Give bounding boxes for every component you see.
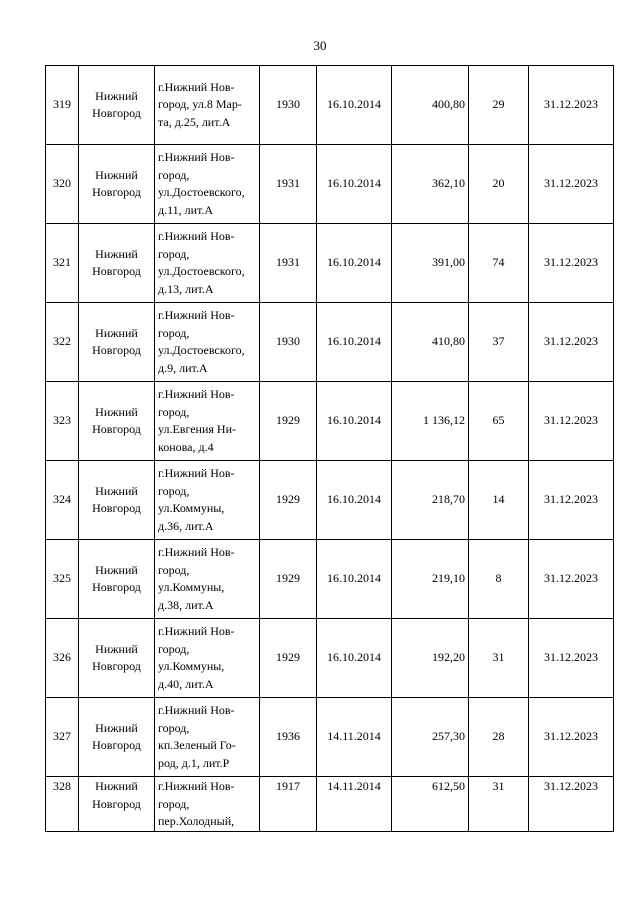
address-cell-line: д.11, лит.А	[158, 202, 214, 217]
area-cell: 219,10	[392, 540, 469, 619]
address-cell	[155, 66, 260, 145]
deadline-cell: 31.12.2023	[529, 461, 614, 540]
table-row	[46, 382, 614, 461]
address-cell-line: ул.Коммуны,	[158, 659, 225, 673]
city-cell	[79, 619, 155, 698]
area-cell: 362,10	[392, 145, 469, 224]
housing-registry-table	[45, 65, 614, 832]
address-cell-line: ул.Коммуны,	[158, 501, 225, 515]
count-cell: 37	[469, 303, 529, 382]
address-cell-line: род, д.1, лит.Р	[158, 755, 230, 770]
address-cell-line: д.40, лит.А	[158, 676, 214, 691]
table-row	[46, 777, 614, 832]
count-cell: 28	[469, 698, 529, 777]
city-cell	[79, 382, 155, 461]
year-built-cell: 1936	[260, 698, 317, 777]
date-cell: 14.11.2014	[317, 777, 392, 832]
address-cell-line: д.9, лит.А	[158, 360, 208, 375]
city-cell	[79, 461, 155, 540]
row-number-cell: 326	[46, 619, 79, 698]
count-cell: 29	[469, 66, 529, 145]
address-cell	[155, 619, 260, 698]
city-cell-line: Новгород	[92, 659, 141, 673]
deadline-cell: 31.12.2023	[529, 303, 614, 382]
address-cell-line: город,	[158, 641, 190, 656]
address-cell-line: г.Нижний Нов-	[158, 308, 235, 322]
address-cell-line: г.Нижний Нов-	[158, 624, 235, 638]
city-cell	[79, 303, 155, 382]
city-cell	[79, 698, 155, 777]
row-number-cell: 322	[46, 303, 79, 382]
city-cell-line: Нижний	[95, 720, 138, 735]
area-cell: 257,30	[392, 698, 469, 777]
row-number-cell: 327	[46, 698, 79, 777]
count-cell: 20	[469, 145, 529, 224]
table-row	[46, 303, 614, 382]
area-cell: 612,50	[392, 777, 469, 832]
area-cell: 218,70	[392, 461, 469, 540]
deadline-cell: 31.12.2023	[529, 777, 614, 832]
city-cell-line: Новгород	[92, 422, 141, 436]
city-cell-line: Нижний	[95, 404, 138, 419]
address-cell-line: г.Нижний Нов-	[158, 545, 235, 559]
count-cell: 14	[469, 461, 529, 540]
area-cell: 410,80	[392, 303, 469, 382]
year-built-cell: 1930	[260, 66, 317, 145]
city-cell-line: Нижний	[95, 562, 138, 577]
year-built-cell: 1929	[260, 461, 317, 540]
address-cell	[155, 461, 260, 540]
city-cell-line: Новгород	[92, 796, 141, 811]
address-cell	[155, 382, 260, 461]
address-cell-line: ул.Евгения Ни-	[158, 422, 236, 436]
date-cell: 16.10.2014	[317, 145, 392, 224]
city-cell-line: Нижний	[95, 246, 138, 261]
address-cell-line: город,	[158, 167, 190, 182]
year-built-cell: 1931	[260, 224, 317, 303]
area-cell: 391,00	[392, 224, 469, 303]
address-cell-line: г.Нижний Нов-	[158, 229, 235, 243]
registry-body	[46, 66, 614, 832]
year-built-cell: 1929	[260, 619, 317, 698]
address-cell-line: г.Нижний Нов-	[158, 387, 235, 401]
table-row	[46, 66, 614, 145]
address-cell-line: город,	[158, 246, 190, 261]
city-cell-line: Новгород	[92, 501, 141, 515]
city-cell-line: Новгород	[92, 580, 141, 594]
city-cell-line: Нижний	[95, 641, 138, 656]
city-cell	[79, 145, 155, 224]
deadline-cell: 31.12.2023	[529, 698, 614, 777]
address-cell	[155, 777, 260, 832]
date-cell: 16.10.2014	[317, 619, 392, 698]
date-cell: 16.10.2014	[317, 224, 392, 303]
address-cell	[155, 224, 260, 303]
city-cell	[79, 66, 155, 145]
table-row	[46, 224, 614, 303]
city-cell-line: Нижний	[95, 167, 138, 182]
table-row	[46, 461, 614, 540]
year-built-cell: 1929	[260, 382, 317, 461]
row-number-cell: 324	[46, 461, 79, 540]
table-row	[46, 698, 614, 777]
page-number: 30	[313, 38, 327, 53]
address-cell-line: ул.Достоевского,	[158, 185, 245, 199]
year-built-cell: 1930	[260, 303, 317, 382]
address-cell	[155, 145, 260, 224]
count-cell: 65	[469, 382, 529, 461]
address-cell	[155, 698, 260, 777]
deadline-cell: 31.12.2023	[529, 145, 614, 224]
address-cell-line: город,	[158, 325, 190, 340]
address-cell-line: та, д.25, лит.А	[158, 114, 231, 129]
city-cell-line: Новгород	[92, 343, 141, 357]
city-cell-line: Новгород	[92, 185, 141, 199]
address-cell-line: ул.Достоевского,	[158, 264, 245, 278]
address-cell	[155, 303, 260, 382]
address-cell-line: пер.Холодный,	[158, 814, 235, 828]
area-cell: 192,20	[392, 619, 469, 698]
address-cell	[155, 540, 260, 619]
date-cell: 16.10.2014	[317, 540, 392, 619]
address-cell-line: кп.Зеленый Го-	[158, 738, 236, 752]
table-row	[46, 619, 614, 698]
row-number-cell: 320	[46, 145, 79, 224]
address-cell-line: г.Нижний Нов-	[158, 779, 235, 793]
deadline-cell: 31.12.2023	[529, 224, 614, 303]
address-cell-line: г.Нижний Нов-	[158, 150, 235, 164]
address-cell-line: город,	[158, 562, 190, 577]
address-cell-line: г.Нижний Нов-	[158, 466, 235, 480]
address-cell-line: д.38, лит.А	[158, 597, 214, 612]
address-cell-line: город,	[158, 483, 190, 498]
year-built-cell: 1917	[260, 777, 317, 832]
deadline-cell: 31.12.2023	[529, 66, 614, 145]
date-cell: 16.10.2014	[317, 461, 392, 540]
address-cell-line: ул.Достоевского,	[158, 343, 245, 357]
address-cell-line: город,	[158, 720, 190, 735]
table-row	[46, 540, 614, 619]
city-cell	[79, 777, 155, 832]
address-cell-line: город,	[158, 796, 190, 811]
address-cell-line: город, ул.8 Мар-	[158, 97, 242, 112]
city-cell-line: Нижний	[95, 325, 138, 340]
address-cell-line: ул.Коммуны,	[158, 580, 225, 594]
address-cell-line: д.36, лит.А	[158, 518, 214, 533]
city-cell-line: Нижний	[95, 483, 138, 498]
year-built-cell: 1929	[260, 540, 317, 619]
date-cell: 16.10.2014	[317, 303, 392, 382]
table-row	[46, 145, 614, 224]
area-cell: 1 136,12	[392, 382, 469, 461]
address-cell-line: г.Нижний Нов-	[158, 703, 235, 717]
count-cell: 31	[469, 777, 529, 832]
address-cell-line: конова, д.4	[158, 439, 214, 454]
city-cell	[79, 224, 155, 303]
row-number-cell: 328	[46, 777, 79, 832]
date-cell: 14.11.2014	[317, 698, 392, 777]
date-cell: 16.10.2014	[317, 66, 392, 145]
city-cell-line: Нижний	[95, 88, 138, 103]
address-cell-line: д.13, лит.А	[158, 281, 214, 296]
area-cell: 400,80	[392, 66, 469, 145]
count-cell: 74	[469, 224, 529, 303]
address-cell-line: город,	[158, 404, 190, 419]
city-cell	[79, 540, 155, 619]
deadline-cell: 31.12.2023	[529, 619, 614, 698]
count-cell: 8	[469, 540, 529, 619]
year-built-cell: 1931	[260, 145, 317, 224]
city-cell-line: Новгород	[92, 106, 141, 120]
date-cell: 16.10.2014	[317, 382, 392, 461]
row-number-cell: 325	[46, 540, 79, 619]
row-number-cell: 319	[46, 66, 79, 145]
city-cell-line: Новгород	[92, 264, 141, 278]
row-number-cell: 323	[46, 382, 79, 461]
city-cell-line: Нижний	[95, 779, 138, 793]
deadline-cell: 31.12.2023	[529, 540, 614, 619]
count-cell: 31	[469, 619, 529, 698]
city-cell-line: Новгород	[92, 738, 141, 752]
address-cell-line: г.Нижний Нов-	[158, 79, 235, 94]
row-number-cell: 321	[46, 224, 79, 303]
deadline-cell: 31.12.2023	[529, 382, 614, 461]
